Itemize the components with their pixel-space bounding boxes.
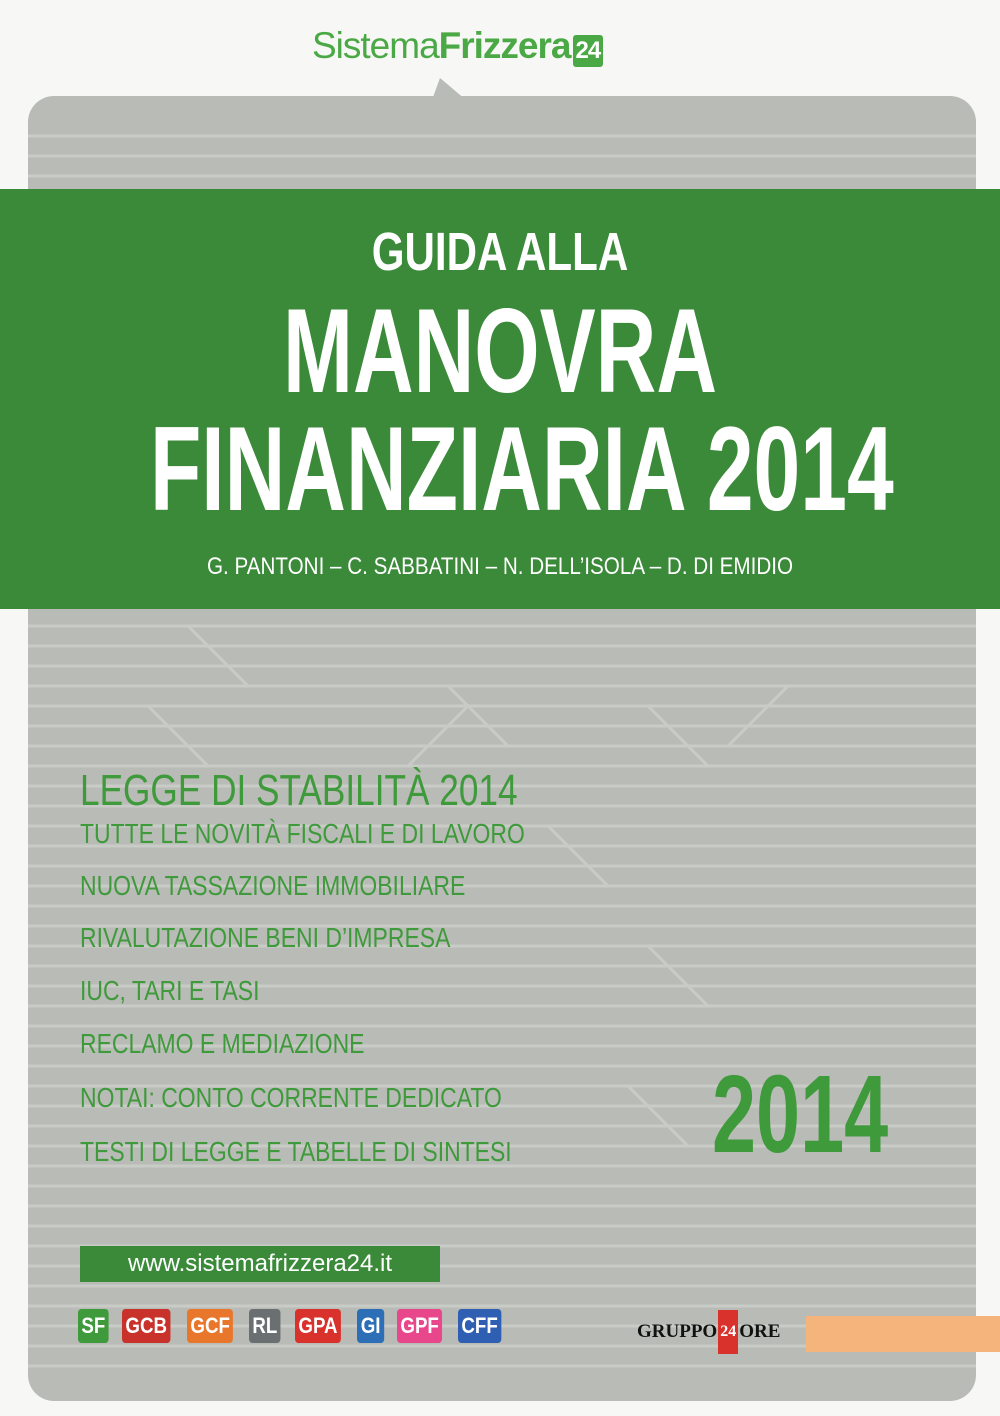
authors: G. PANTONI – C. SABBATINI – N. DELL’ISOLA – D. DI EMIDIO [206,553,794,580]
badge-gpf: GPF [397,1309,442,1343]
topic-item: RIVALUTAZIONE BENI D’IMPRESA [80,922,451,953]
publisher-mid: 24 [718,1310,738,1354]
orange-strip [806,1316,1000,1352]
topic-item: TESTI DI LEGGE E TABELLE DI SINTESI [80,1136,512,1167]
publisher-left: GRUPPO [637,1321,718,1342]
badge-gi: GI [357,1309,384,1343]
topic-item: NOTAI: CONTO CORRENTE DEDICATO [80,1082,502,1113]
badge-gcf: GCF [187,1309,233,1343]
badge-cff: CFF [458,1309,501,1343]
topic-item: IUC, TARI E TASI [80,975,260,1006]
brand-part-2: Frizzera [438,25,571,66]
series-badges [78,1309,509,1343]
subtitle: LEGGE DI STABILITÀ 2014 [80,766,518,815]
brand-logo [312,22,603,70]
badge-rl: RL [249,1309,281,1343]
brand-part-3: 24 [573,35,604,67]
title-line-3: FINANZIARIA 2014 [150,402,894,536]
topic-item: TUTTE LE NOVITÀ FISCALI E DI LAVORO [80,818,525,849]
year-label: 2014 [712,1053,889,1176]
badge-gcb: GCB [122,1309,170,1343]
topic-item: NUOVA TASSAZIONE IMMOBILIARE [80,870,466,901]
title-line-2: MANOVRA [283,284,717,418]
brand-part-1: Sistema [312,25,439,66]
website-link[interactable]: www.sistemafrizzera24.it [80,1246,440,1282]
publisher-right: ORE [739,1321,781,1342]
title-line-1: GUIDA ALLA [371,222,629,282]
publisher-logo [637,1317,780,1347]
badge-sf: SF [78,1309,109,1343]
topic-item: RECLAMO E MEDIAZIONE [80,1028,365,1059]
badge-gpa: GPA [295,1309,341,1343]
